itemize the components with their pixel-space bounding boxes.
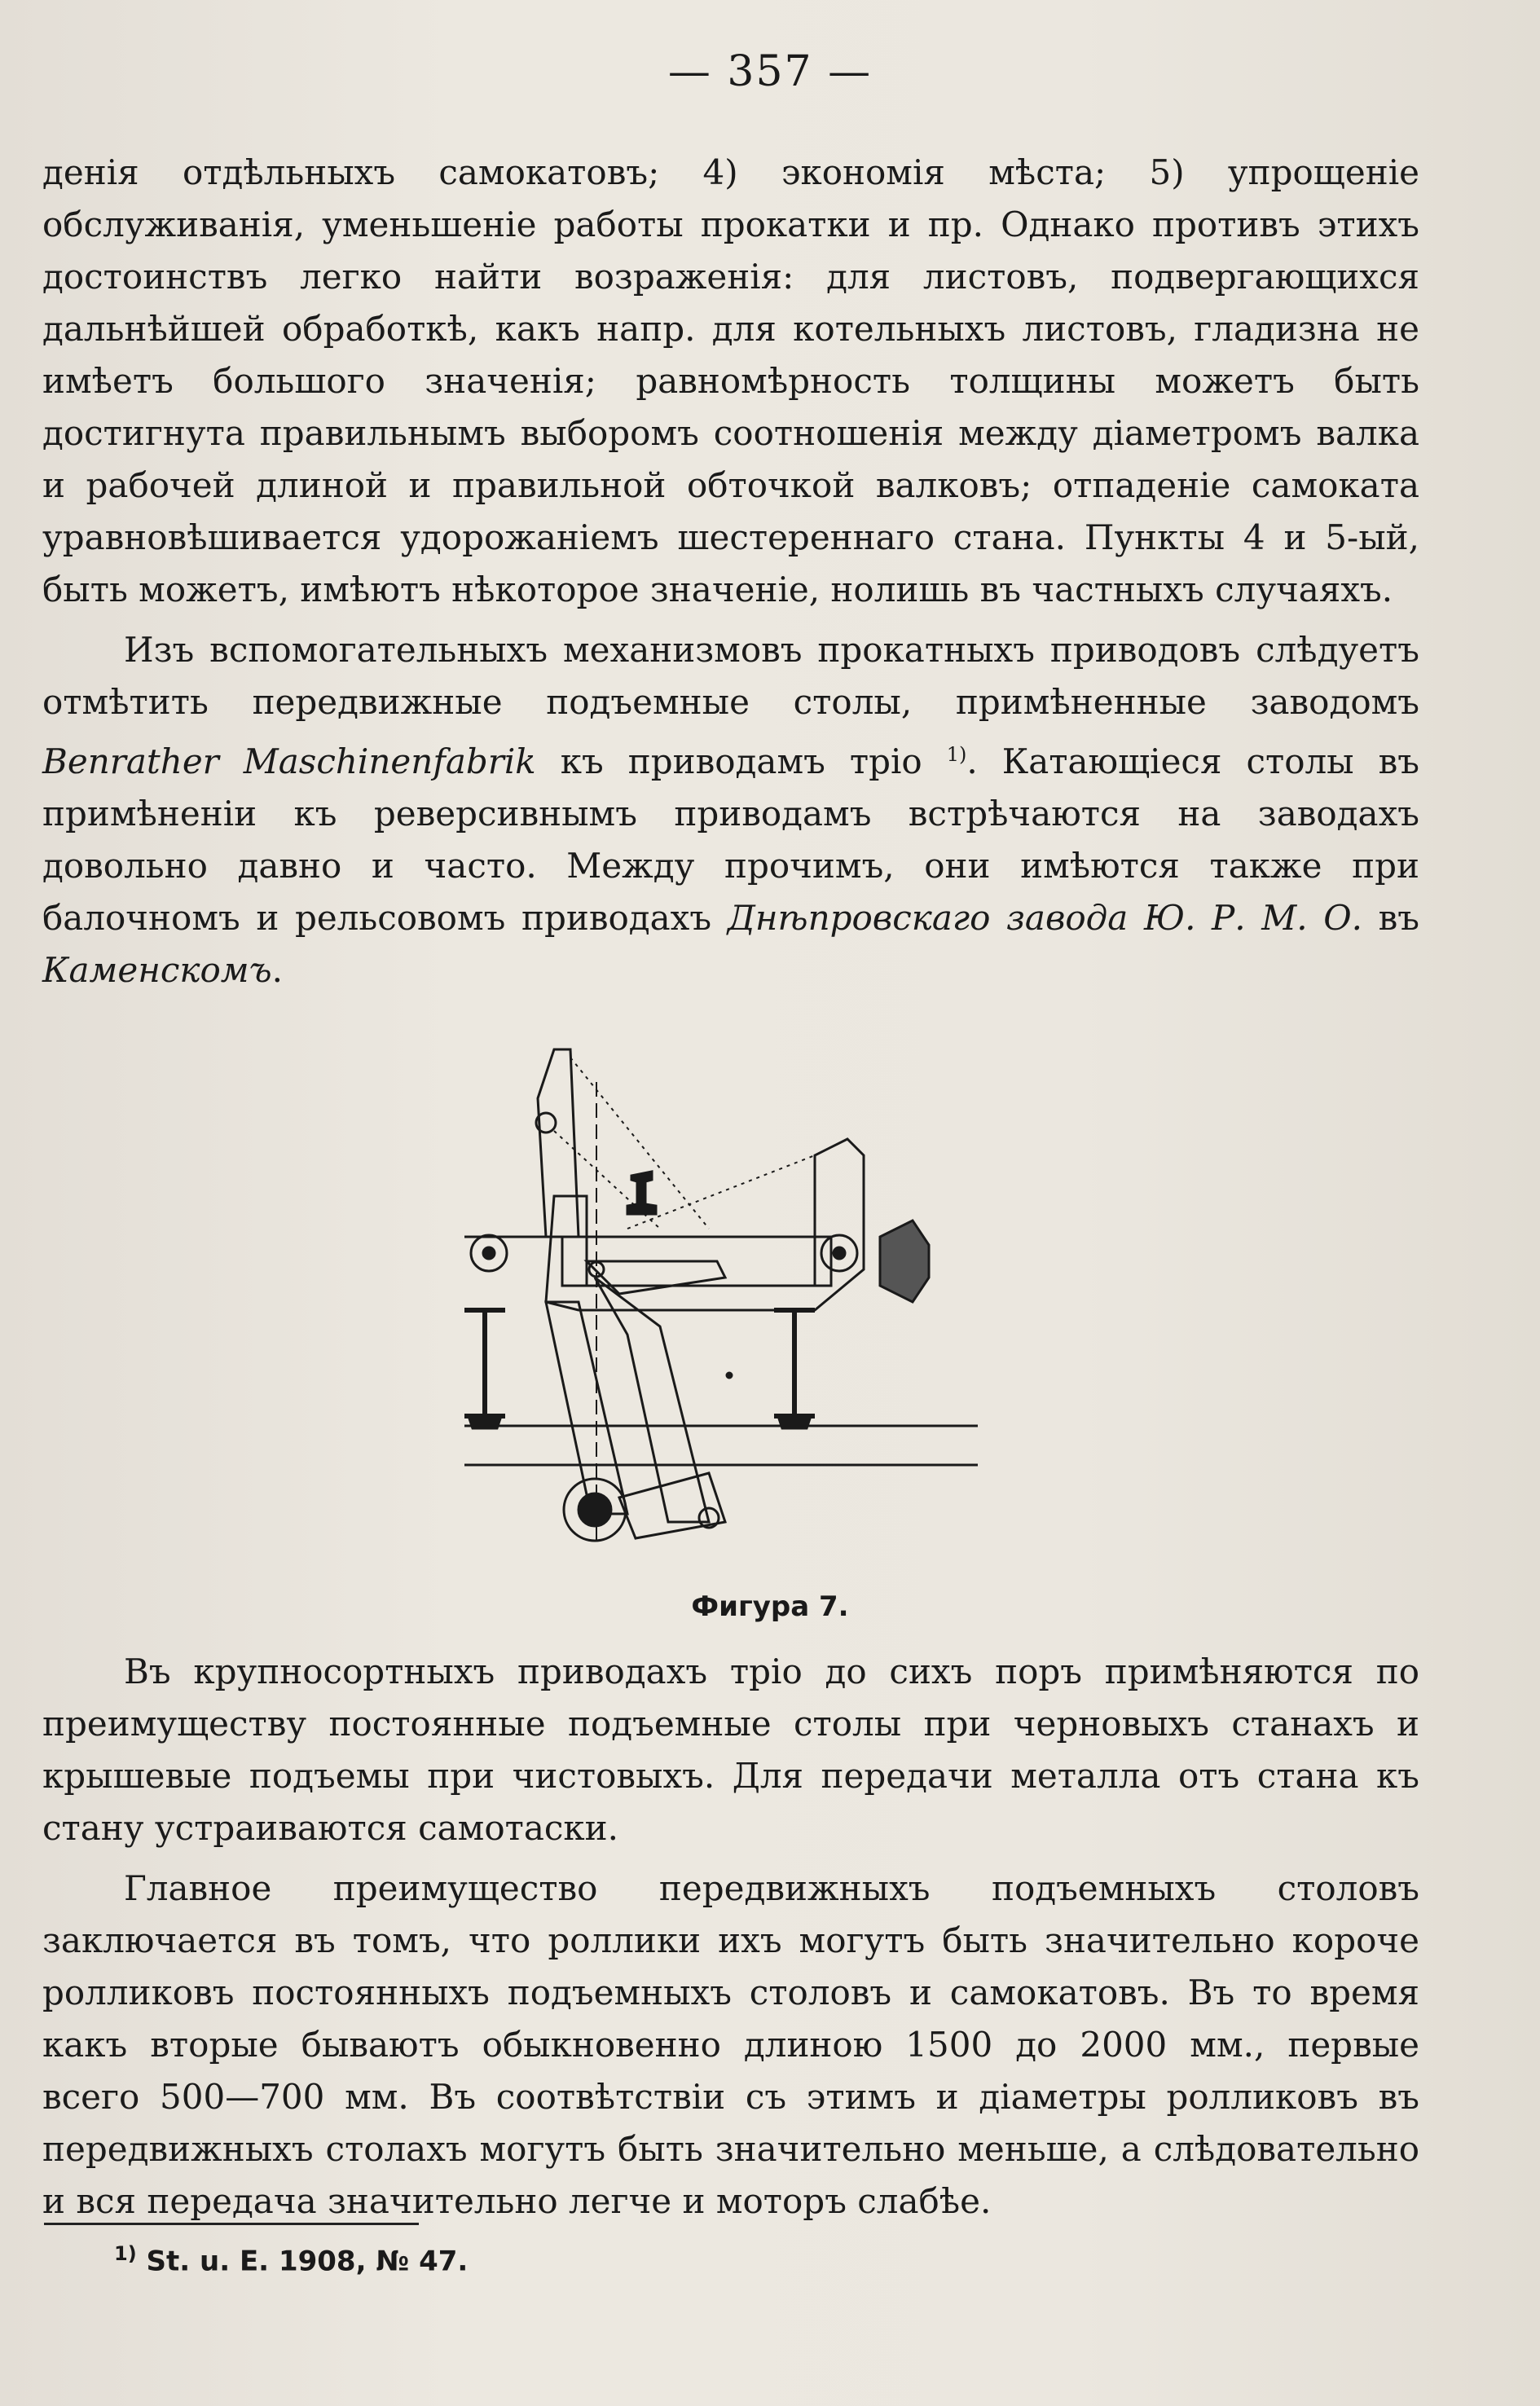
page-number: — 357 — [667, 47, 873, 96]
rail-profile [627, 1172, 656, 1214]
aux-text-1: Изъ вспомогательныхъ механизмовъ прокатныхъ приводовъ слѣдуетъ отмѣтить передвижные подъемные столы, примѣненные заводомъ [42, 630, 1419, 722]
paragraph-trio-drives: Въ крупносортныхъ приводахъ тріо до сихъ поръ примѣняются по преимуществу постоянные подъемные столы при черновыхъ станахъ и крышевые подъемы при чистовыхъ. Для передачи металла отъ стана къ стану устраиваются самотаски. [42, 1652, 1419, 1848]
paragraph-advantage: Главное преимущество передвижныхъ подъемныхъ столовъ заключается въ томъ, что роллики ихъ могутъ быть значительно короче ролликовъ постоянныхъ подъемныхъ столовъ и самокатовъ. Въ то время какъ вторые бываютъ обыкновенно длиною 1500 до 2000 мм., первые всего 500—700 мм. Въ соотвѣтствіи съ этимъ и діаметры ролликовъ въ передвижныхъ столахъ могутъ быть значительно меньше, а слѣдовательно и вся передача значительно легче и моторъ слабѣе. [42, 1868, 1419, 2221]
figure-7-diagram [456, 1033, 1141, 1555]
bevel-gear [880, 1221, 929, 1302]
lifting-table-drawing [456, 1033, 1141, 1555]
paragraph-continuation: денія отдѣльныхъ самокатовъ; 4) экономія мѣста; 5) упрощеніе обслуживанія, уменьшеніе работы прокатки и пр. Однако противъ этихъ достоинствъ легко найти возраженія: для листовъ, подвергающихся дальнѣйшей обработкѣ, какъ напр. для котельныхъ листовъ, гладизна не имѣетъ большого значенія; равномѣрность толщины можетъ быть достигнута правильнымъ выборомъ соотношенія между діаметромъ валка и рабочей длиной и правильной обточкой валковъ; отпаденіе самоката уравновѣшивается удорожаніемъ шестереннаго стана. Пункты 4 и 5-ый, быть можетъ, имѣютъ нѣкоторое значеніе, нолишь въ частныхъ случаяхъ. [42, 152, 1419, 609]
upright-arm [538, 1049, 579, 1237]
footnote-divider [44, 2223, 419, 2225]
lever-top [587, 1261, 725, 1294]
aux-text-4: въ [1362, 898, 1419, 938]
company-name: Benrather Maschinenfabrik [42, 741, 536, 781]
figure-caption: Фигура 7. [691, 1590, 849, 1623]
footnote-reference: 1) [946, 743, 967, 766]
right-support [774, 1310, 815, 1416]
paragraph-auxiliary-mechanisms [42, 624, 1419, 996]
text-block-top [42, 147, 1419, 996]
footnote-text: St. u. E. 1908, № 47. [136, 2245, 469, 2278]
footnote [114, 2242, 468, 2277]
plant-name: Днѣпровскаго завода Ю. Р. М. О. [727, 898, 1363, 938]
aux-text-5: . [271, 950, 283, 990]
town-name: Каменскомъ [42, 950, 272, 990]
text-block-bottom [42, 1646, 1419, 2228]
left-support [464, 1310, 505, 1416]
footnote-marker: 1) [114, 2242, 137, 2265]
aux-text-2: къ приводамъ тріо [535, 741, 947, 781]
aux-text-3: . Катающіеся столы въ примѣненіи къ реверсивнымъ приводамъ встрѣчаются на заводахъ довольно давно и часто. Между прочимъ, они имѣются также при балочномъ и рельсовомъ приводахъ [42, 741, 1419, 938]
link-left [546, 1302, 627, 1514]
